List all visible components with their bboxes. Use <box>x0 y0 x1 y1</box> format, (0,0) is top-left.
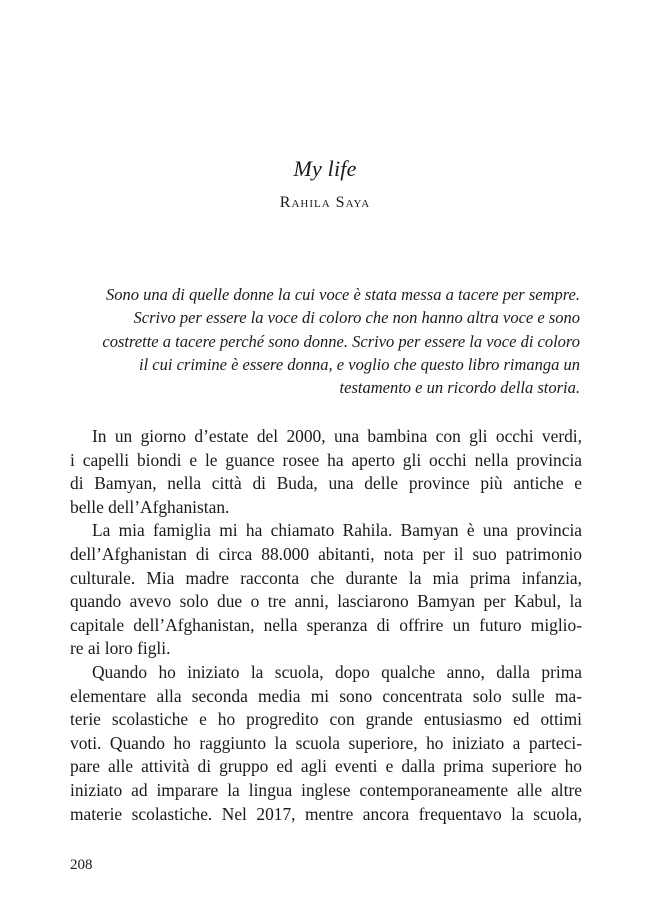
epigraph-line: testamento e un ricordo della storia. <box>339 378 580 398</box>
body-line: terie scolastiche e ho progredito con grande entusiasmo ed ottimi <box>70 709 582 730</box>
body-line: re ai loro figli. <box>70 638 171 659</box>
body-line: In un giorno d’estate del 2000, una bambina con gli occhi verdi, <box>92 426 582 446</box>
epigraph-line: Scrivo per essere la voce di coloro che non hanno altra voce e sono <box>133 308 580 328</box>
body-line: Quando ho iniziato la scuola, dopo qualche anno, dalla prima <box>92 661 582 682</box>
body-text <box>70 425 582 826</box>
body-line: capitale dell’Afghanistan, nella speranza di offrire un futuro miglio- <box>70 614 582 635</box>
body-line: i capelli biondi e le guance rosee ha aperto gli occhi nella provincia <box>70 449 582 470</box>
chapter-title: My life <box>293 156 357 181</box>
body-line: pare alle attività di gruppo ed agli eventi e dalla prima superiore ho <box>70 756 582 777</box>
body-line: iniziato ad imparare la lingua inglese contemporaneamente alle altre <box>70 779 582 800</box>
author-name: Rahila Saya <box>279 194 371 211</box>
body-line: materie scolastiche. Nel 2017, mentre ancora frequentavo la scuola, <box>70 803 582 824</box>
body-line: dell’Afghanistan di circa 88.000 abitanti, nota per il suo patrimonio <box>70 543 582 564</box>
epigraph-line: Sono una di quelle donne la cui voce è stata messa a tacere per sempre. <box>106 285 580 304</box>
body-line: culturale. Mia madre racconta che durante la mia prima infanzia, <box>70 567 582 588</box>
body-line: quando avevo solo due o tre anni, lasciarono Bamyan per Kabul, la <box>70 591 582 612</box>
epigraph-line: costrette a tacere perché sono donne. Scrivo per essere la voce di coloro <box>102 331 580 351</box>
epigraph-line: il cui crimine è essere donna, e voglio che questo libro rimanga un <box>139 354 580 374</box>
page-number: 208 <box>70 857 93 873</box>
body-line: La mia famiglia mi ha chiamato Rahila. Bamyan è una provincia <box>92 520 582 541</box>
body-line: voti. Quando ho raggiunto la scuola superiore, ho iniziato a parteci- <box>70 732 582 753</box>
epigraph <box>70 283 580 399</box>
body-line: di Bamyan, nella città di Buda, una delle province più antiche e <box>70 473 582 494</box>
body-line: belle dell’Afghanistan. <box>70 496 230 517</box>
body-line: elementare alla seconda media mi sono concentrata solo sulle ma- <box>70 685 582 706</box>
